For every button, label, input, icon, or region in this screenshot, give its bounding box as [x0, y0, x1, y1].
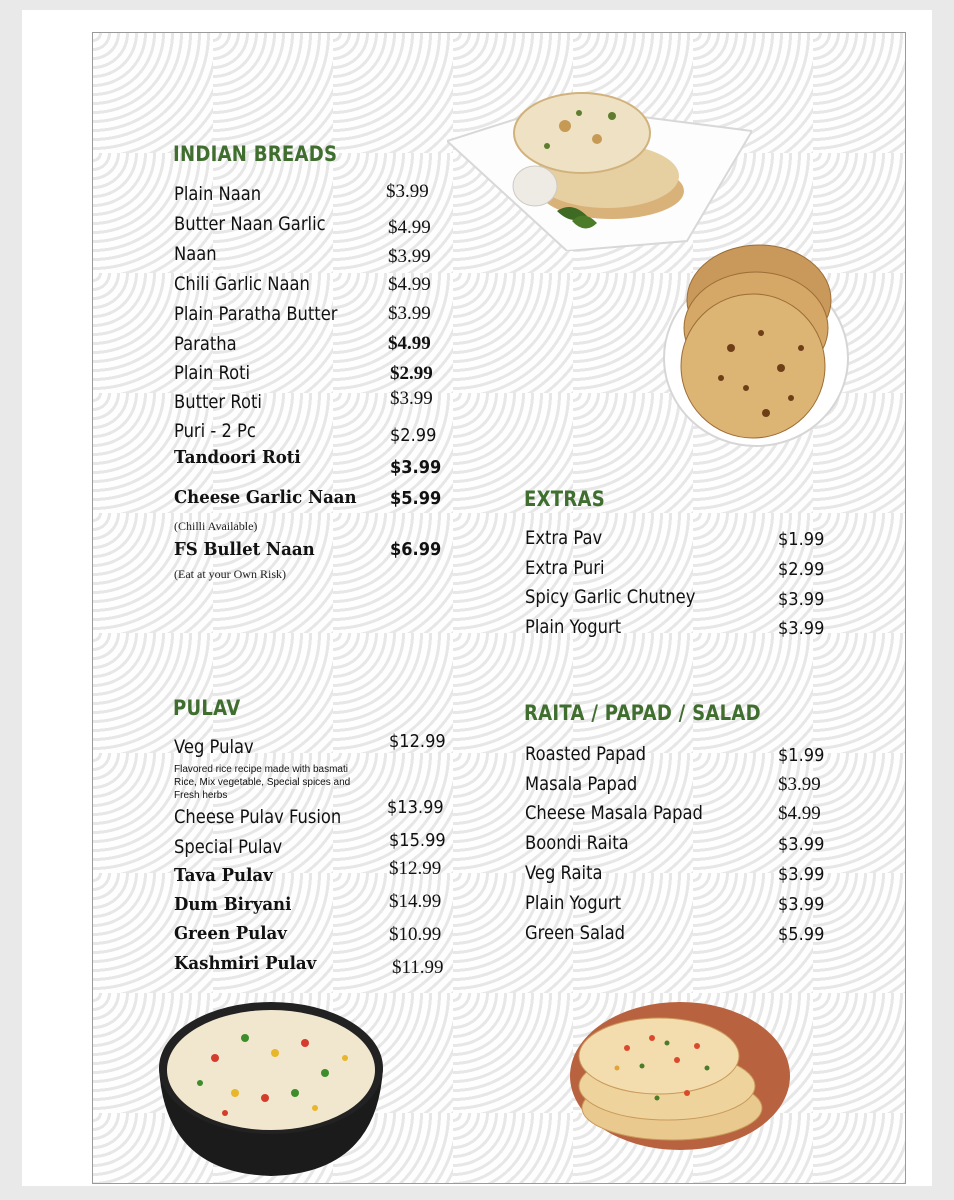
item-name: Kashmiri Pulav	[174, 953, 317, 974]
item-price: $3.99	[778, 834, 825, 855]
section-title-extras: EXTRAS	[524, 487, 606, 511]
item-name: Dum Biryani	[174, 894, 292, 915]
item-price: $6.99	[390, 539, 442, 560]
item-price: $12.99	[389, 731, 446, 752]
item-price: $5.99	[390, 488, 442, 509]
item-price: $13.99	[387, 797, 444, 818]
item-name: Veg Pulav	[174, 736, 254, 758]
item-price: $3.99	[778, 894, 825, 915]
paratha-plate-image	[661, 238, 857, 450]
item-note: (Eat at your Own Risk)	[174, 567, 286, 581]
item-price: $4.99	[388, 333, 431, 354]
item-name: Extra Pav	[525, 527, 603, 549]
item-price: $11.99	[392, 957, 444, 978]
item-price: $3.99	[388, 303, 431, 324]
item-price: $2.99	[778, 559, 825, 580]
item-price: $15.99	[389, 830, 446, 851]
item-price: $3.99	[778, 589, 825, 610]
item-name: Plain Naan	[174, 183, 262, 205]
item-name: Special Pulav	[174, 836, 283, 858]
item-name: Extra Puri	[525, 557, 605, 579]
item-price: $4.99	[388, 274, 431, 295]
item-name: Butter Roti	[174, 391, 262, 413]
item-name: FS Bullet Naan	[174, 539, 315, 560]
item-name: Paratha	[174, 333, 237, 355]
item-name: Veg Raita	[525, 862, 603, 884]
section-title-pulav: PULAV	[173, 696, 241, 720]
item-name: Cheese Garlic Naan	[174, 487, 357, 508]
menu-sheet	[22, 10, 932, 1186]
item-name: Puri - 2 Pc	[174, 420, 256, 442]
item-name: Tava Pulav	[174, 865, 273, 886]
item-name: Spicy Garlic Chutney	[525, 586, 696, 608]
item-price: $1.99	[778, 529, 825, 550]
section-title-indian-breads: INDIAN BREADS	[173, 142, 338, 166]
item-price: $4.99	[388, 217, 431, 238]
item-name: Green Pulav	[174, 923, 287, 944]
section-title-raita-papad-salad: RAITA / PAPAD / SALAD	[524, 701, 761, 725]
item-price: $1.99	[778, 745, 825, 766]
item-price: $2.99	[390, 363, 433, 384]
naan-plate-image	[447, 71, 752, 251]
item-price: $3.99	[778, 774, 821, 795]
item-name: Cheese Masala Papad	[525, 802, 703, 824]
item-name: Plain Paratha Butter	[174, 303, 338, 325]
item-price: $12.99	[389, 858, 442, 879]
item-price: $3.99	[778, 864, 825, 885]
item-price: $3.99	[386, 181, 429, 202]
item-name: Plain Roti	[174, 362, 251, 384]
item-name: Tandoori Roti	[174, 447, 301, 468]
item-price: $3.99	[390, 388, 433, 409]
item-note: (Chilli Available)	[174, 519, 258, 533]
item-price: $3.99	[388, 246, 431, 267]
item-price: $3.99	[778, 618, 825, 639]
item-name: Green Salad	[525, 922, 625, 944]
item-name: Plain Yogurt	[525, 616, 622, 638]
masala-papad-image	[567, 998, 793, 1153]
item-price: $10.99	[389, 924, 442, 945]
item-name: Roasted Papad	[525, 743, 647, 765]
item-price: $5.99	[778, 924, 825, 945]
item-name: Chili Garlic Naan	[174, 273, 310, 295]
item-name: Masala Papad	[525, 773, 638, 795]
pulav-bowl-image	[155, 998, 387, 1178]
item-price: $14.99	[389, 891, 442, 912]
item-name: Plain Yogurt	[525, 892, 622, 914]
item-price: $2.99	[390, 425, 437, 446]
item-description: Flavored rice recipe made with basmati Rice, Mix vegetable, Special spices and Fresh herbs	[174, 764, 351, 801]
item-price: $4.99	[778, 803, 821, 824]
item-name: Naan	[174, 243, 217, 265]
item-name: Butter Naan Garlic	[174, 213, 326, 235]
menu-page	[92, 32, 906, 1184]
item-name: Cheese Pulav Fusion	[174, 806, 342, 828]
item-name: Boondi Raita	[525, 832, 629, 854]
item-price: $3.99	[390, 457, 442, 478]
